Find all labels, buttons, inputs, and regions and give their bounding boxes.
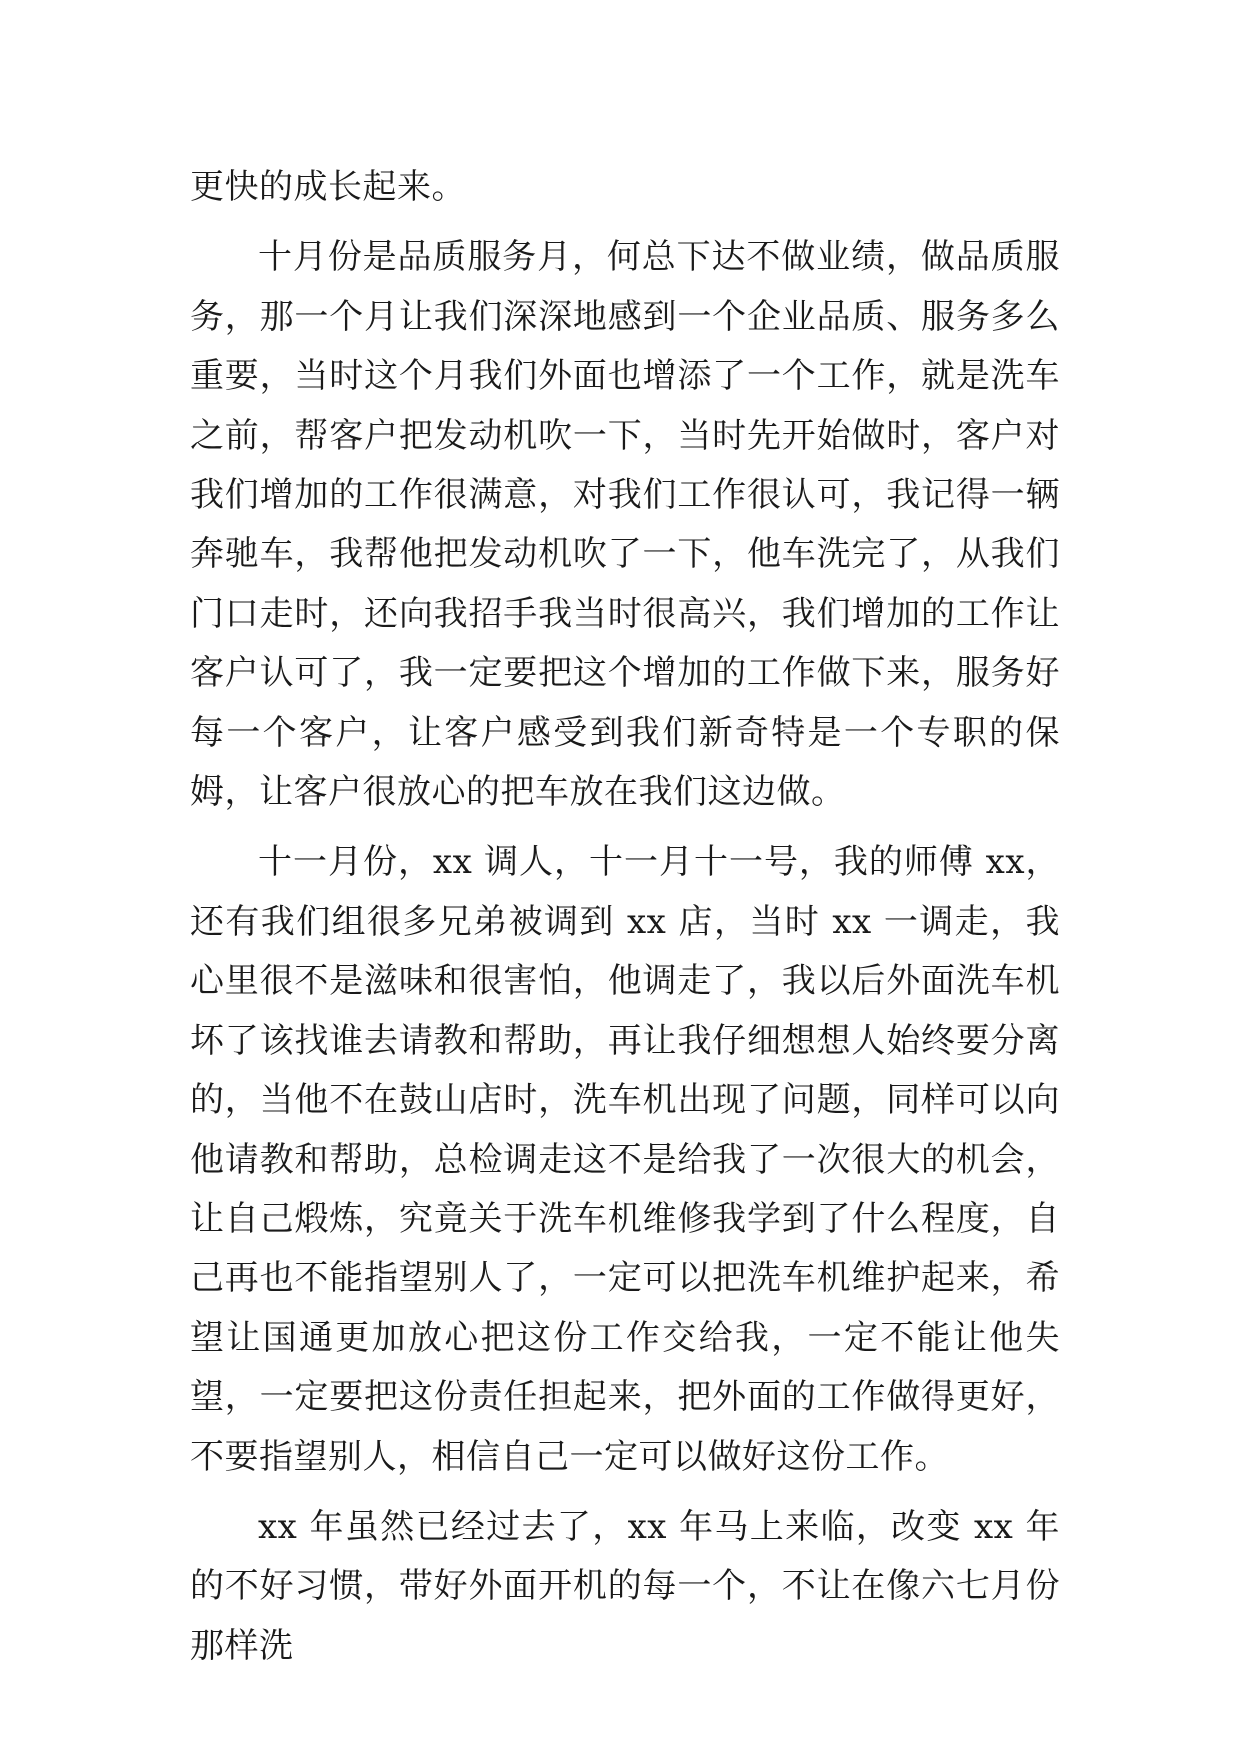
paragraph-november-transfer: 十一月份，xx 调人，十一月十一号，我的师傅 xx，还有我们组很多兄弟被调到 xx 店，当时 xx 一调走，我心里很不是滋味和很害怕，他调走了，我以后外面洗车机坏了该找谁去请教和帮助，再让我仔细想想人始终要分离的，当他不在鼓山店时，洗车机出现了问题，同样可以向他请教和帮助，总检调走这不是给我了一次很大的机会，让自己煅炼，究竟关于洗车机维修我学到了什么程度，自己再也不能指望别人了，一定可以把洗车机维护起来，希望让国通更加放心把这份工作交给我，一定不能让他失望，一定要把这份责任担起来，把外面的工作做得更好，不要指望别人，相信自己一定可以做好这份工作。 xyxy=(190,842,1060,1477)
paragraph-october-service: 十月份是品质服务月，何总下达不做业绩，做品质服务，那一个月让我们深深地感到一个企业品质、服务多么重要，当时这个月我们外面也增添了一个工作，就是洗车之前，帮客户把发动机吹一下，当时先开始做时，客户对我们增加的工作很满意，对我们工作很认可，我记得一辆奔驰车，我帮他把发动机吹了一下，他车洗完了，从我们门口走时，还向我招手我当时很高兴，我们增加的工作让客户认可了，我一定要把这个增加的工作做下来，服务好每一个客户，让客户感受到我们新奇特是一个专职的保姆，让客户很放心的把车放在我们这边做。 xyxy=(190,237,1060,813)
paragraph-new-year: xx 年虽然已经过去了，xx 年马上来临，改变 xx 年的不好习惯，带好外面开机的每一个，不让在像六七月份那样洗 xyxy=(190,1506,1060,1666)
paragraph-continuation: 更快的成长起来。 xyxy=(190,167,466,207)
document-body xyxy=(190,158,1060,1676)
